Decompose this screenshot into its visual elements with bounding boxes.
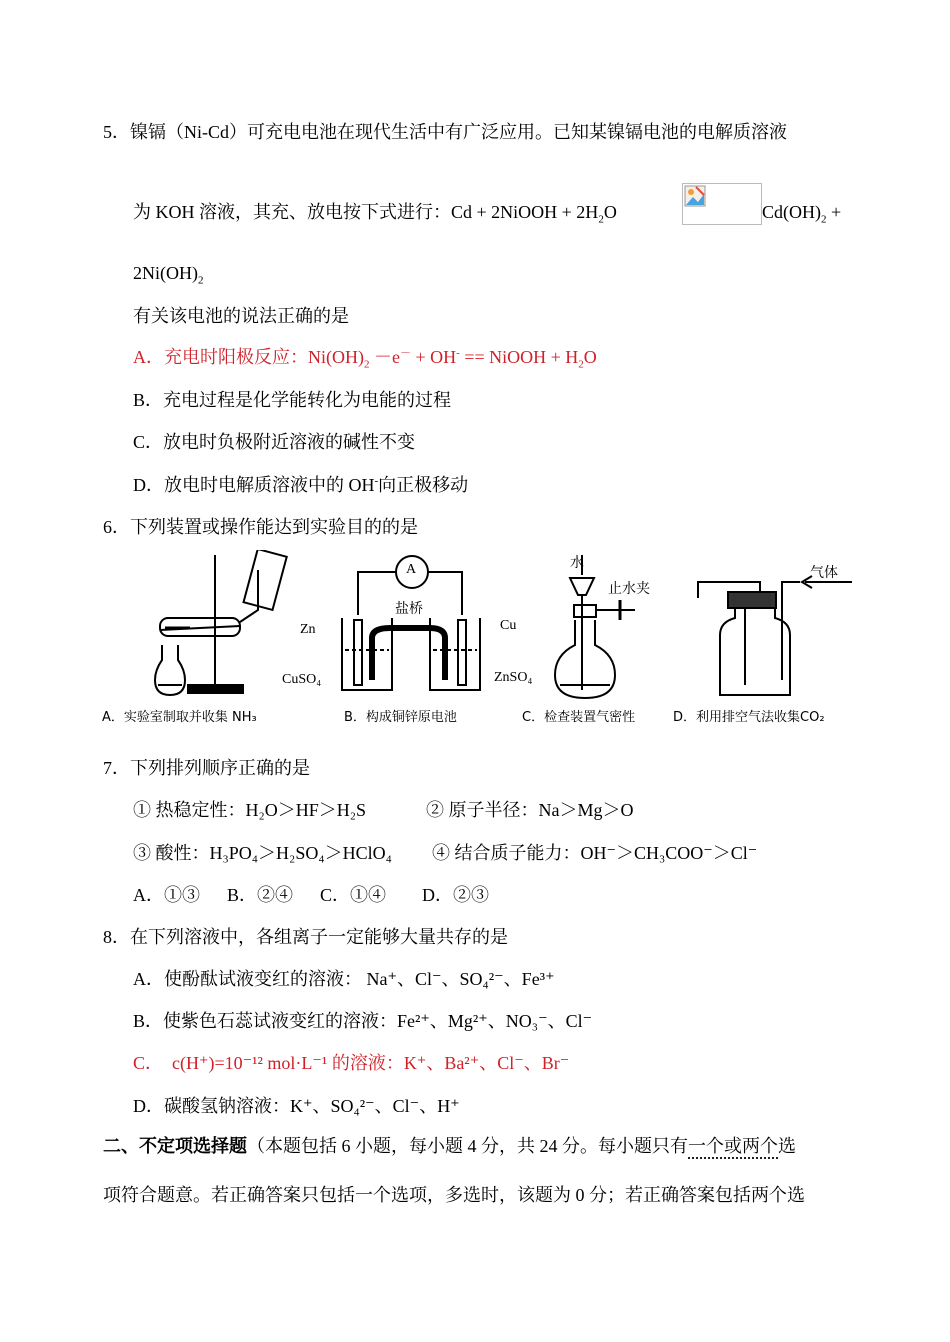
reaction-arrow-image <box>682 183 762 225</box>
q7-item-4: ④ 结合质子能力：OH⁻＞CH₃COO⁻＞Cl⁻ <box>432 843 758 863</box>
q7-stem: 7．下列排列顺序正确的是 <box>103 758 310 778</box>
q6-apparatus-figure <box>100 550 860 730</box>
label-salt-bridge: 盐桥 <box>395 602 423 617</box>
q5-stem2-pre: 为 KOH 溶液，其充、放电按下式进行：Cd + 2NiOOH + 2H <box>133 202 599 222</box>
section2-text1: （本题包括 6 小题，每小题 4 分，共 24 分。每小题只有 <box>247 1136 688 1156</box>
q5-stem-line1 <box>103 121 787 143</box>
q7-item-3: ③ 酸性：H₃PO₄＞H₂SO₄＞HClO₄ <box>133 843 392 863</box>
q5-stem1: 镍镉（Ni-Cd）可充电电池在现代生活中有广泛应用。已知某镍镉电池的电解质溶液 <box>130 122 787 142</box>
apparatus-c <box>555 555 635 698</box>
apparatus-a <box>155 550 287 695</box>
q7-options: A．①③ B．②④ C．①④ D．②③ <box>133 885 490 905</box>
q5-question: 有关该电池的说法正确的是 <box>133 306 349 326</box>
q5-stem-line3: $2Ni(OH)_2$ <box>133 263 204 287</box>
label-zn: Zn <box>300 622 316 637</box>
q6-caption-b: B．构成铜锌原电池 <box>344 710 457 725</box>
q5-stem-line2: 为 KOH 溶液，其充、放电按下式进行：Cd + 2NiOOH + $2H_2O$ <box>133 202 617 226</box>
q7-item-2: ② 原子半径：Na＞Mg＞O <box>426 800 634 820</box>
section2-line1: 二、不定项选择题（本题包括 6 小题，每小题 4 分，共 24 分。每小题只有一个或两个选 <box>103 1136 796 1156</box>
apparatus-drawings <box>100 550 860 710</box>
q6-caption-c: C．检查装置气密性 <box>522 710 636 725</box>
section2-emphasis: 一个或两个 <box>688 1136 778 1156</box>
apparatus-d <box>698 576 852 695</box>
section2-line2: 项符合题意。若正确答案只包括一个选项，多选时，该题为 0 分；若正确答案包括两个选 <box>103 1185 805 1205</box>
label-cu: Cu <box>500 618 517 633</box>
q5-option-d: D．放电时电解质溶液中的 OH-向正极移动 <box>133 475 469 495</box>
q5-option-a: A．充电时阳极反应：$Ni(OH)_2 -e^- + OH^-$ == NiOOH + $H_2O$ <box>133 347 597 371</box>
label-cuso4: CuSO₄ <box>282 672 322 687</box>
q8-option-d: D．碳酸氢钠溶液：K⁺、SO₄²⁻、Cl⁻、H⁺ <box>133 1096 460 1116</box>
q8-option-c: C． c(H⁺)=10⁻¹² mol·L⁻¹ 的溶液：K⁺、Ba²⁺、Cl⁻、Br⁻ <box>133 1053 570 1073</box>
q6-stem: 6．下列装置或操作能达到实验目的的是 <box>103 517 418 537</box>
label-ammeter: A <box>406 562 417 577</box>
section2-title: 二、不定项选择题 <box>103 1136 247 1156</box>
q6-caption-a: A．实验室制取并收集 NH₃ <box>102 710 257 725</box>
label-clamp: 止水夹 <box>608 582 650 597</box>
q8-option-a: A．使酚酞试液变红的溶液： Na⁺、Cl⁻、SO₄²⁻、Fe³⁺ <box>133 969 555 989</box>
label-znso4: ZnSO₄ <box>494 670 533 685</box>
label-water: 水 <box>570 556 584 571</box>
q7-item-1: ① 热稳定性：H₂O＞HF＞H₂S <box>133 800 367 820</box>
broken-image-icon <box>684 185 706 207</box>
q8-stem: 8．在下列溶液中，各组离子一定能够大量共存的是 <box>103 927 508 947</box>
label-gas: 气体 <box>810 566 838 581</box>
q5-number: 5． <box>103 122 130 142</box>
q8-option-b: B．使紫色石蕊试液变红的溶液：Fe²⁺、Mg²⁺、NO₃⁻、Cl⁻ <box>133 1011 593 1031</box>
q5-option-c: C．放电时负极附近溶液的碱性不变 <box>133 432 416 452</box>
q5-option-b: B．充电过程是化学能转化为电能的过程 <box>133 390 452 410</box>
q5-stem-line2-tail: $Cd(OH)_2$ + <box>762 202 842 226</box>
q6-caption-d: D．利用排空气法收集CO₂ <box>673 710 825 725</box>
